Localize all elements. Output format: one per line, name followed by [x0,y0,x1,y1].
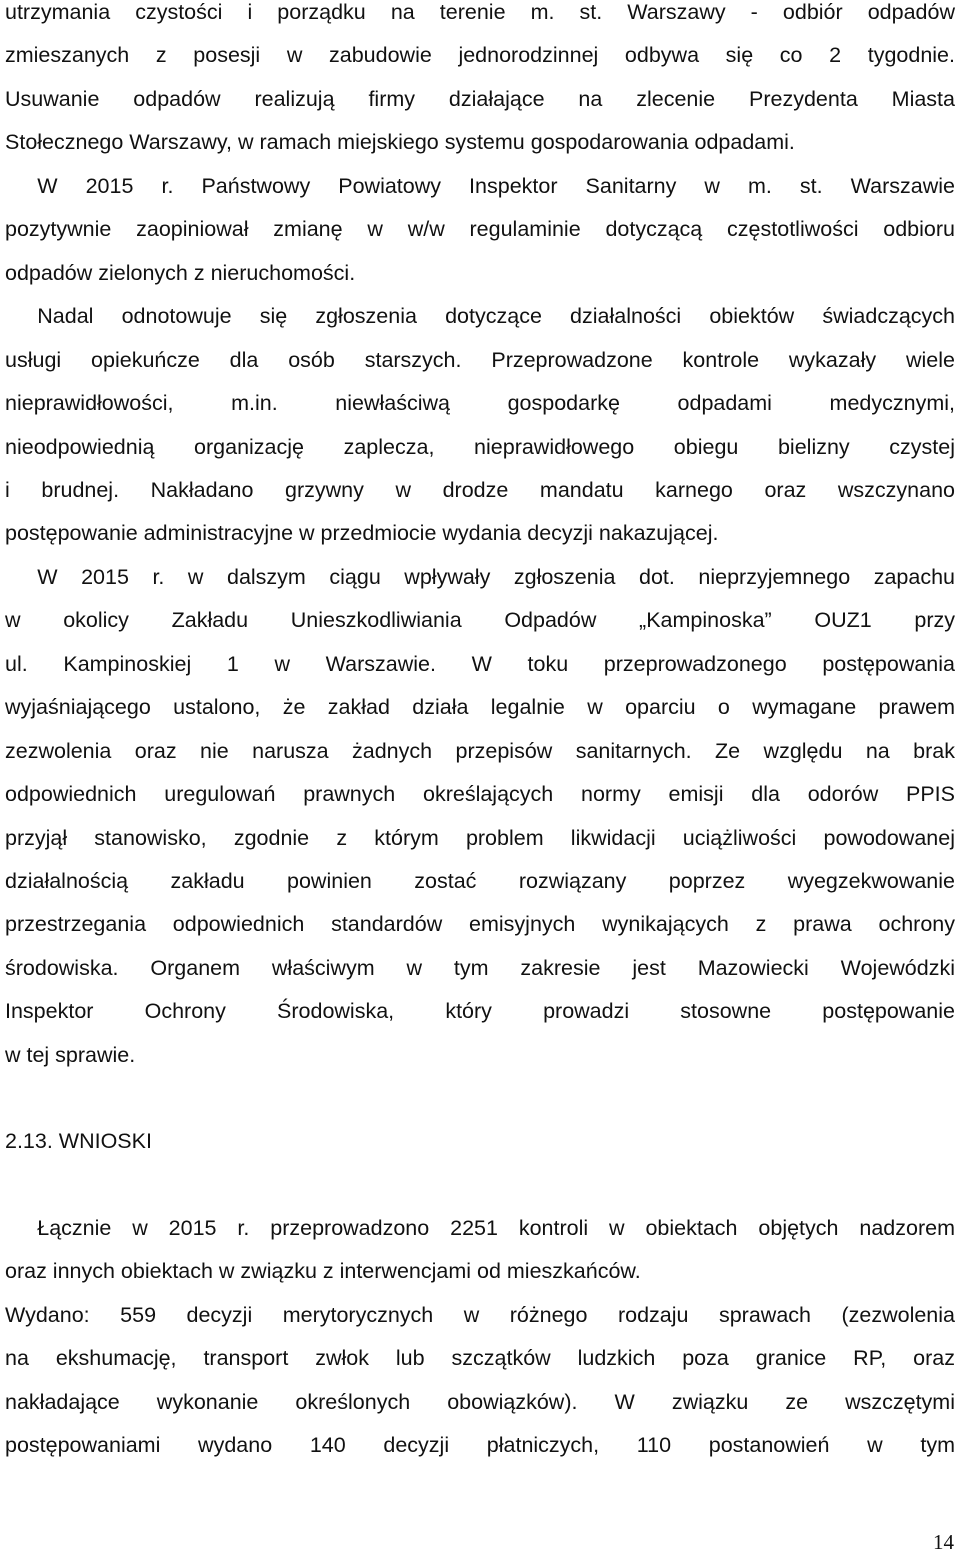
text-line: ul. Kampinoskiej 1 w Warszawie. W toku przeprowadzonego postępowania [5,651,955,676]
text-line: i brudnej. Nakładano grzywny w drodze mandatu karnego oraz wszczynano [5,477,955,502]
text-line: Stołecznego Warszawy, w ramach miejskiego systemu gospodarowania odpadami. [5,130,795,155]
text-line: w okolicy Zakładu Unieszkodliwiania Odpadów „Kampinoska” OUZ1 przy [5,608,955,633]
text-line: nieodpowiednią organizację zaplecza, nieprawidłowego obiegu bielizny czystej [5,434,955,459]
text-line: Inspektor Ochrony Środowiska, który prowadzi stosowne postępowanie [5,999,955,1024]
text-line: środowiska. Organem właściwym w tym zakresie jest Mazowiecki Wojewódzki [5,955,955,980]
text-line: zmieszanych z posesji w zabudowie jednorodzinnej odbywa się co 2 tygodnie. [5,43,955,68]
text-line: Wydano: 559 decyzji merytorycznych w różnego rodzaju sprawach (zezwolenia [5,1302,955,1327]
text-line: Łącznie w 2015 r. przeprowadzono 2251 kontroli w obiektach objętych nadzorem [5,1216,955,1240]
text-line: odpadów zielonych z nieruchomości. [5,260,356,285]
text-line: nakładające wykonanie określonych obowiązków). W związku ze wszczętymi [5,1389,955,1414]
text-line: usługi opiekuńcze dla osób starszych. Przeprowadzone kontrole wykazały wiele [5,347,955,372]
section-heading: 2.13. WNIOSKI [5,1129,152,1153]
text-line: W 2015 r. Państwowy Powiatowy Inspektor Sanitarny w m. st. Warszawie [5,173,955,198]
text-line: działalnością zakładu powinien zostać rozwiązany poprzez wyegzekwowanie [5,869,955,893]
text-line: w tej sprawie. [5,1042,136,1067]
text-line: na ekshumację, transport zwłok lub szczątków ludzkich poza granice RP, oraz [5,1346,955,1371]
text-line: oraz innych obiektach w związku z interwencjami od mieszkańców. [5,1259,641,1284]
text-line: wyjaśniającego ustalono, że zakład działa legalnie w oparciu o wymagane prawem [5,695,955,720]
text-line: utrzymania czystości i porządku na terenie m. st. Warszawy - odbiór odpadów [5,0,955,24]
text-line: odpowiednich uregulowań prawnych określających normy emisji dla odorów PPIS [5,782,955,807]
text-line: nieprawidłowości, m.in. niewłaściwą gospodarkę odpadami medycznymi, [5,391,955,416]
text-line: W 2015 r. w dalszym ciągu wpływały zgłoszenia dot. nieprzyjemnego zapachu [5,564,955,589]
text-line: Nadal odnotowuje się zgłoszenia dotyczące działalności obiektów świadczących [5,304,955,329]
text-line: przestrzegania odpowiednich standardów emisyjnych wynikających z prawa ochrony [5,912,955,937]
page-number: 14 [933,1530,954,1554]
text-line: postępowaniami wydano 140 decyzji płatniczych, 110 postanowień w tym [5,1433,955,1458]
text-line: Usuwanie odpadów realizują firmy działające na zlecenie Prezydenta Miasta [5,86,955,111]
text-line: pozytywnie zaopiniował zmianę w w/w regulaminie dotyczącą częstotliwości odbioru [5,217,955,242]
text-line: postępowanie administracyjne w przedmiocie wydania decyzji nakazującej. [5,521,719,546]
text-line: zezwolenia oraz nie narusza żadnych przepisów sanitarnych. Ze względu na brak [5,738,955,763]
text-line: przyjął stanowisko, zgodnie z którym problem likwidacji uciążliwości powodowanej [5,825,955,850]
